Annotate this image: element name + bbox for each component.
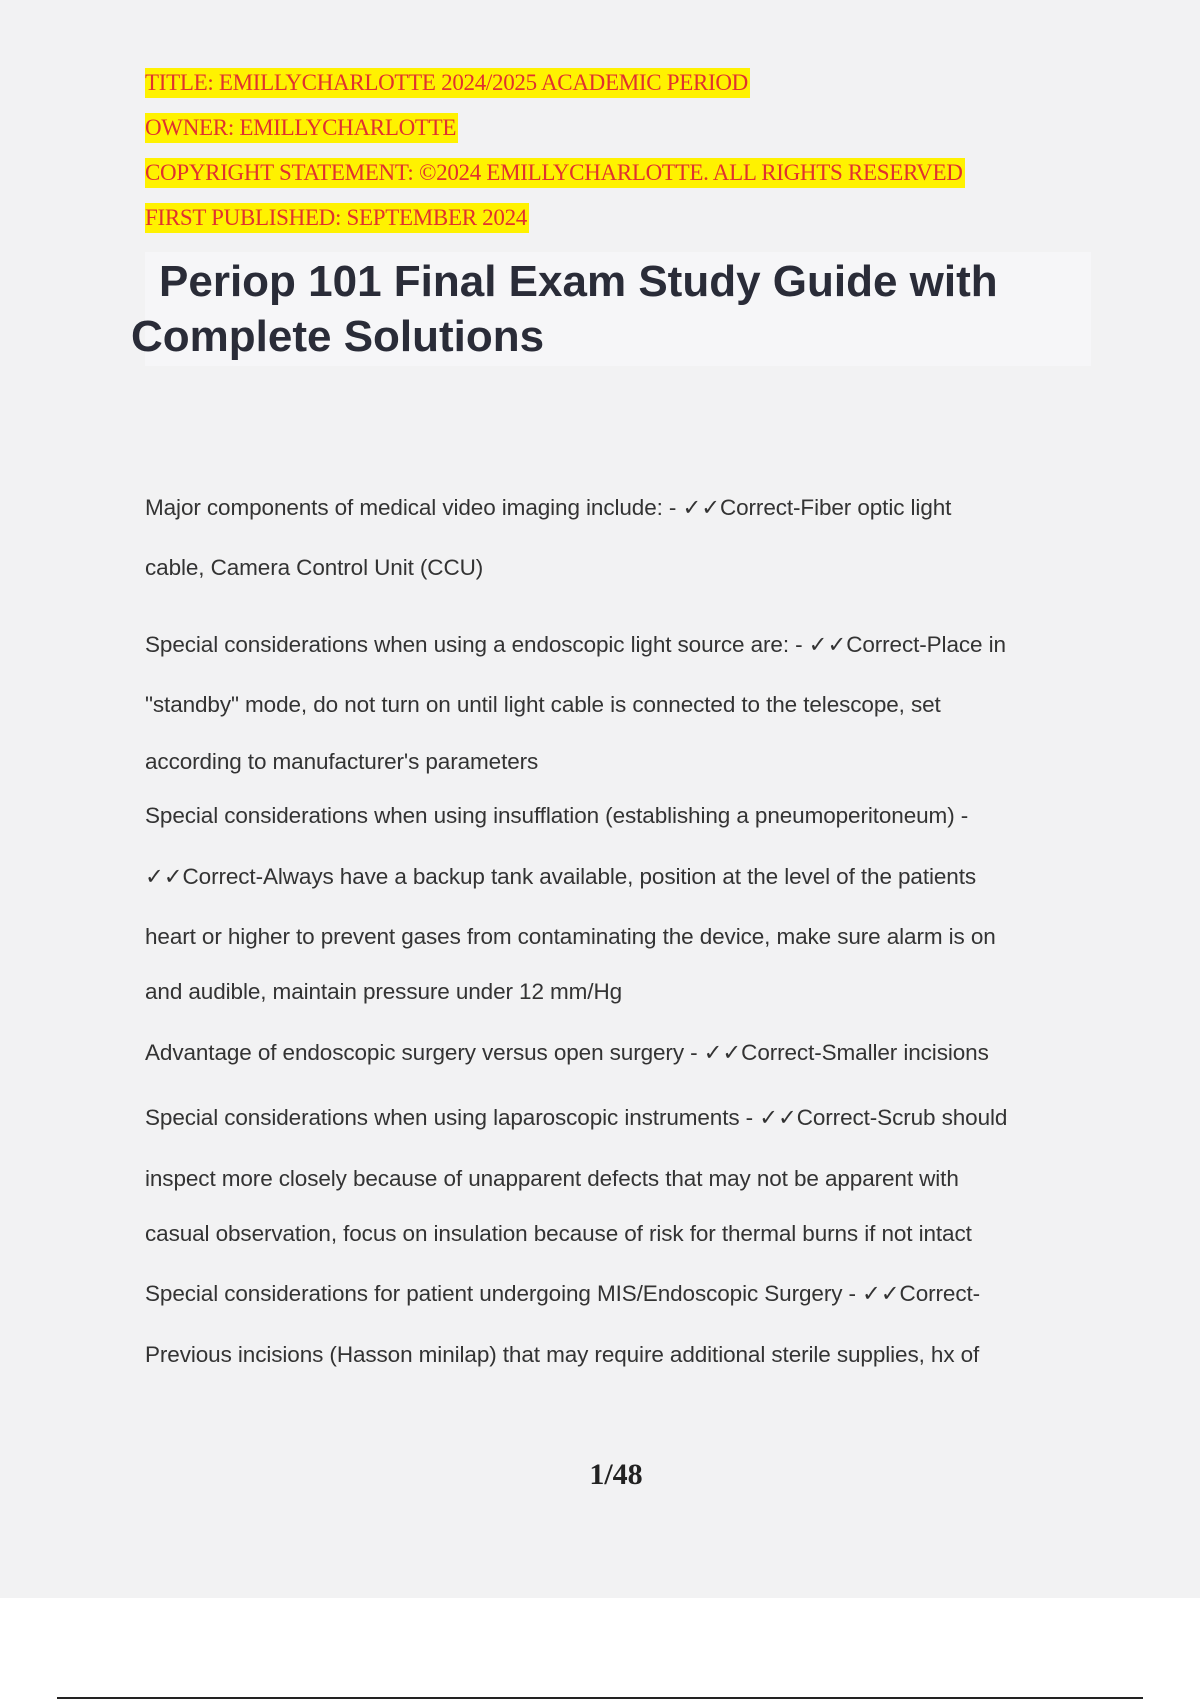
entry-line: heart or higher to prevent gases from contaminating the device, make sure alarm is on [145,924,996,949]
document-title-line-2: Complete Solutions [131,312,545,361]
published-metadata-line: FIRST PUBLISHED: SEPTEMBER 2024 [145,203,529,233]
entry-line: ✓✓Correct-Always have a backup tank available, position at the level of the patients [145,864,977,889]
document-title-line-1: Periop 101 Final Exam Study Guide with [159,257,998,306]
owner-metadata-line: OWNER: EMILLYCHARLOTTE [145,113,458,143]
document-title [131,252,1091,364]
title-metadata-line: TITLE: EMILLYCHARLOTTE 2024/2025 ACADEMIC PERIOD [145,68,750,98]
entry-line: "standby" mode, do not turn on until light cable is connected to the telescope, set [145,692,941,717]
entry-line: according to manufacturer's parameters [145,749,539,774]
entry-line: casual observation, focus on insulation because of risk for thermal burns if not intact [145,1221,972,1246]
entry-line: Special considerations for patient undergoing MIS/Endoscopic Surgery - ✓✓Correct- [145,1281,981,1306]
entry-line: Special considerations when using laparoscopic instruments - ✓✓Correct-Scrub should [145,1105,1008,1130]
copyright-header [145,68,965,248]
page-divider [57,1697,1143,1699]
document-title-box [131,252,1091,366]
entry-line: and audible, maintain pressure under 12 mm/Hg [145,979,623,1004]
entry-line: Special considerations when using insufflation (establishing a pneumoperitoneum) - [145,803,969,828]
entry-line: Advantage of endoscopic surgery versus open surgery - ✓✓Correct-Smaller incisions [145,1040,989,1065]
entry-line: Major components of medical video imaging include: - ✓✓Correct-Fiber optic light [145,495,952,520]
entry-line: Special considerations when using a endoscopic light source are: - ✓✓Correct-Place in [145,632,1006,657]
copyright-metadata-line: COPYRIGHT STATEMENT: ©2024 EMILLYCHARLOTTE. ALL RIGHTS RESERVED [145,158,965,188]
entry-line: cable, Camera Control Unit (CCU) [145,555,484,580]
entry-line: Previous incisions (Hasson minilap) that may require additional sterile supplies, hx of [145,1342,980,1367]
entry-line: inspect more closely because of unapparent defects that may not be apparent with [145,1166,959,1191]
page-number: 1/48 [589,1458,643,1491]
